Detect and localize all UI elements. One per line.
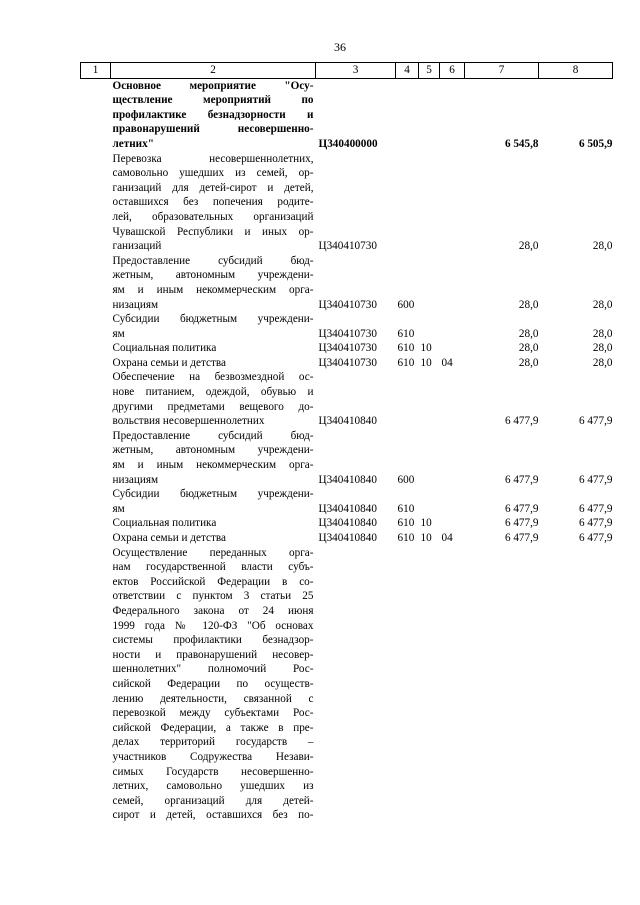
target-code: Ц340410840 — [318, 532, 377, 544]
subsection-code — [440, 516, 465, 531]
row-description — [111, 429, 316, 487]
description-line: летних" — [112, 137, 154, 150]
target-code: Ц340410840 — [318, 473, 377, 486]
table-row — [81, 516, 613, 531]
amount-col8: 6 477,9 — [578, 473, 613, 486]
table-row — [81, 370, 613, 428]
column-header: 7 — [465, 63, 539, 79]
description-line: Социальная политика — [112, 342, 217, 355]
expense-type-code: 610 — [397, 502, 415, 515]
expense-type-code: 610 — [397, 356, 415, 369]
description-line: семей, организаций для детей- — [112, 794, 314, 807]
row-description — [111, 370, 316, 428]
target-code: Ц340410730 — [318, 240, 377, 253]
table-row — [81, 429, 613, 487]
row-description — [111, 487, 316, 516]
description-line: жетным, автономным учреждени- — [112, 444, 314, 457]
expense-type-code: 610 — [397, 517, 415, 530]
row-number-cell — [81, 531, 111, 546]
description-line: ям — [112, 502, 125, 515]
expense-type-code — [396, 546, 419, 823]
description-line: ности и правонарушений несовер- — [112, 648, 314, 661]
expense-type-code: 600 — [397, 473, 415, 486]
subsection-code — [440, 312, 465, 341]
description-line: ектов Российской Федерации в со- — [112, 575, 314, 588]
description-line: лению деятельности, связанной с — [112, 692, 314, 705]
amount-col7: 6 545,8 — [504, 137, 539, 150]
amount-col7: 6 477,9 — [504, 473, 539, 486]
row-number-cell — [81, 341, 111, 356]
table-row — [81, 152, 613, 254]
table-body — [81, 63, 613, 823]
amount-col7: 28,0 — [518, 356, 539, 369]
section-code — [419, 312, 440, 341]
row-number-cell — [81, 370, 111, 428]
amount-col8: 28,0 — [592, 327, 613, 340]
column-header: 8 — [539, 63, 613, 79]
target-code: Ц340410840 — [318, 415, 377, 428]
row-description — [111, 531, 316, 546]
description-line: симых Государств несовершенно- — [112, 765, 314, 778]
description-line: Социальная политика — [112, 517, 217, 530]
description-line: ответствии с пунктом 3 статьи 25 — [112, 590, 314, 603]
row-description — [111, 152, 316, 254]
table-row — [81, 78, 613, 151]
description-line: летних, самовольно ушедших из — [112, 780, 314, 793]
expense-type-code: 600 — [397, 298, 415, 311]
description-line: другими предметами вещевого до- — [112, 400, 314, 413]
description-line: сийской Федерации, а также в пре- — [112, 721, 314, 734]
section-code — [419, 429, 440, 487]
row-number-cell — [81, 546, 111, 823]
subsection-code: 04 — [441, 532, 453, 544]
section-code — [419, 254, 440, 312]
column-header: 2 — [111, 63, 316, 79]
section-code — [419, 78, 440, 151]
description-line: профилактике безнадзорности и — [112, 108, 314, 121]
amount-col8 — [539, 546, 613, 823]
description-line: жетным, автономным учреждени- — [112, 269, 314, 282]
amount-col8: 28,0 — [592, 298, 613, 311]
amount-col7: 28,0 — [518, 298, 539, 311]
column-header: 1 — [81, 63, 111, 79]
description-line: Охрана семьи и детства — [112, 532, 226, 544]
description-line: Обеспечение на безвозмездной ос- — [112, 371, 314, 384]
description-line: Федерального закона от 24 июня — [112, 604, 314, 617]
column-header: 5 — [419, 63, 440, 79]
section-code: 10 — [420, 532, 432, 544]
description-line: Чувашской Республики и иных ор- — [112, 225, 314, 238]
subsection-code — [440, 78, 465, 151]
subsection-code — [440, 341, 465, 356]
target-code: Ц340410840 — [318, 502, 377, 515]
amount-col7: 6 477,9 — [504, 517, 539, 530]
description-line: ям и иным некоммерческим орга- — [112, 283, 314, 296]
description-line: Перевозка несовершеннолетних, — [112, 152, 314, 165]
description-line: участников Содружества Незави- — [112, 750, 314, 763]
description-line: Охрана семьи и детства — [112, 356, 226, 369]
amount-col7: 6 477,9 — [504, 502, 539, 515]
description-line: правонарушений несовершенно- — [112, 123, 314, 136]
description-line: низациям — [112, 298, 159, 311]
row-number-cell — [81, 516, 111, 531]
expense-type-code: 610 — [397, 342, 415, 355]
section-code — [419, 487, 440, 516]
description-line: низациям — [112, 473, 159, 486]
section-code — [419, 546, 440, 823]
expense-type-code — [396, 370, 419, 428]
description-line: нове питанием, одеждой, обувью и — [112, 386, 314, 399]
subsection-code — [440, 487, 465, 516]
row-description — [111, 341, 316, 356]
amount-col8: 28,0 — [592, 356, 613, 369]
subsection-code — [440, 546, 465, 823]
description-line: Предоставление субсидий бюд- — [112, 429, 314, 442]
row-description — [111, 254, 316, 312]
section-code: 10 — [420, 356, 432, 369]
table-row — [81, 487, 613, 516]
subsection-code — [440, 152, 465, 254]
table-row — [81, 312, 613, 341]
page-number: 36 — [334, 40, 346, 54]
description-line: оставшихся без попечения родите- — [112, 196, 314, 209]
amount-col8: 6 477,9 — [578, 415, 613, 428]
amount-col8: 6 477,9 — [578, 502, 613, 515]
row-number-cell — [81, 487, 111, 516]
amount-col8: 28,0 — [592, 342, 613, 355]
expense-type-code: 610 — [397, 532, 415, 544]
amount-col7: 28,0 — [518, 327, 539, 340]
description-line: самовольно ушедших из семей, ор- — [112, 167, 314, 180]
amount-col8: 6 477,9 — [578, 532, 613, 544]
subsection-code — [440, 429, 465, 487]
column-header: 6 — [440, 63, 465, 79]
amount-col7: 6 477,9 — [504, 415, 539, 428]
description-line: Осуществление переданных орга- — [112, 546, 314, 559]
target-code: Ц340410730 — [318, 298, 377, 311]
amount-col7: 6 477,9 — [504, 532, 539, 544]
description-line: ществление мероприятий по — [112, 94, 314, 107]
description-line: нам государственной власти субъ- — [112, 561, 314, 574]
description-line: системы профилактики безнадзор- — [112, 634, 314, 647]
description-line: лей, образовательных организаций — [112, 210, 314, 223]
amount-col7: 28,0 — [518, 240, 539, 253]
section-code: 10 — [420, 517, 432, 530]
row-description — [111, 516, 316, 531]
target-code — [316, 546, 396, 823]
budget-table — [80, 62, 613, 823]
column-number-header — [81, 63, 613, 79]
subsection-code — [440, 370, 465, 428]
description-line: ям и иным некоммерческим орга- — [112, 459, 314, 472]
description-line: ганизаций для детей-сирот и детей, — [112, 181, 314, 194]
table-row — [81, 546, 613, 823]
row-description — [111, 312, 316, 341]
table-row — [81, 531, 613, 546]
target-code: Ц340410730 — [318, 342, 377, 355]
row-number-cell — [81, 429, 111, 487]
column-header: 4 — [396, 63, 419, 79]
description-line: вольствия несовершеннолетних — [112, 415, 265, 428]
table-row — [81, 254, 613, 312]
table-row — [81, 341, 613, 356]
description-line: делах территорий государств – — [112, 736, 314, 749]
subsection-code: 04 — [441, 356, 453, 369]
description-line: шеннолетних" полномочий Рос- — [112, 663, 314, 676]
row-description — [111, 546, 316, 823]
section-code — [419, 370, 440, 428]
description-line: Основное мероприятие "Осу- — [112, 79, 314, 92]
subsection-code — [440, 254, 465, 312]
expense-type-code: 610 — [397, 327, 415, 340]
row-number-cell — [81, 356, 111, 371]
description-line: сирот и детей, оставшихся без по- — [112, 809, 314, 822]
description-line: сийской Федерации по осуществ- — [112, 677, 314, 690]
table-row — [81, 356, 613, 371]
row-description — [111, 356, 316, 371]
description-line: Предоставление субсидий бюд- — [112, 254, 314, 267]
description-line: Субсидии бюджетным учреждени- — [112, 313, 314, 326]
expense-type-code — [396, 78, 419, 151]
amount-col8: 6 505,9 — [578, 137, 613, 150]
amount-col7 — [465, 546, 539, 823]
target-code: Ц340410730 — [318, 327, 377, 340]
description-line: 1999 года № 120-ФЗ "Об основах — [112, 619, 314, 632]
description-line: ям — [112, 327, 125, 340]
amount-col8: 28,0 — [592, 240, 613, 253]
amount-col8: 6 477,9 — [578, 517, 613, 530]
description-line: перевозкой между субъектами Рос- — [112, 707, 314, 720]
target-code: Ц340410730 — [318, 356, 377, 369]
target-code: Ц340410840 — [318, 517, 377, 530]
section-code — [419, 152, 440, 254]
row-number-cell — [81, 312, 111, 341]
description-line: Субсидии бюджетным учреждени- — [112, 488, 314, 501]
target-code: Ц340400000 — [318, 137, 378, 150]
description-line: ганизаций — [112, 240, 162, 253]
section-code: 10 — [420, 342, 432, 355]
amount-col7: 28,0 — [518, 342, 539, 355]
column-header: 3 — [316, 63, 396, 79]
expense-type-code — [396, 152, 419, 254]
row-number-cell — [81, 78, 111, 151]
row-description — [111, 78, 316, 151]
row-number-cell — [81, 152, 111, 254]
row-number-cell — [81, 254, 111, 312]
budget-table-sheet — [80, 62, 612, 823]
